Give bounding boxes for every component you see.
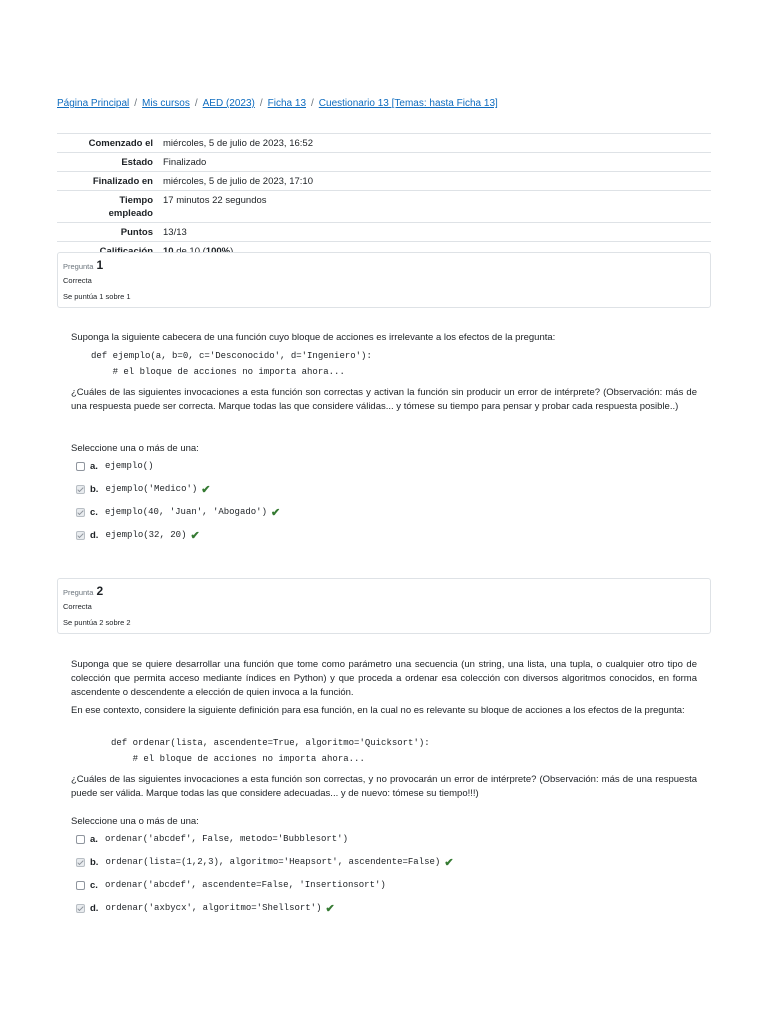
breadcrumb-separator: /: [311, 98, 314, 109]
summary-key: Finalizado en: [57, 172, 157, 191]
question-1-code-line-2: # el bloque de acciones no importa ahora...: [91, 367, 345, 377]
answer-text: ordenar('abcdef', False, metodo='Bubblesort'): [104, 834, 348, 844]
check-icon: ✔: [325, 902, 335, 915]
question-label: Pregunta: [63, 588, 94, 597]
answer-text: ordenar('abcdef', ascendente=False, 'Insertionsort'): [104, 880, 386, 890]
answer-letter: d.: [90, 529, 99, 541]
question-number: [63, 584, 103, 598]
summary-value: Finalizado: [157, 153, 711, 172]
question-1-answer-d[interactable]: [76, 528, 200, 542]
check-icon: ✔: [201, 483, 211, 496]
summary-value: 17 minutos 22 segundos: [157, 191, 711, 223]
summary-row-state: [57, 153, 711, 172]
question-2-answer-b[interactable]: [76, 855, 454, 869]
answer-text: ordenar(lista=(1,2,3), algoritmo='Heapsort', ascendente=False): [105, 857, 441, 867]
question-number-value: 2: [96, 584, 104, 598]
question-1-answer-b[interactable]: [76, 482, 211, 496]
answer-letter: c.: [90, 506, 98, 518]
check-icon: ✔: [190, 529, 200, 542]
breadcrumb: [57, 98, 498, 109]
checkbox-checked[interactable]: [76, 531, 85, 540]
question-label: Pregunta: [63, 262, 94, 271]
question-status: Correcta: [63, 276, 92, 285]
answer-text: ordenar('axbycx', algoritmo='Shellsort'): [105, 903, 322, 913]
checkbox[interactable]: [76, 881, 85, 890]
question-1-select-label: Seleccione una o más de una:: [71, 443, 199, 454]
summary-value: miércoles, 5 de julio de 2023, 17:10: [157, 172, 711, 191]
answer-letter: a.: [90, 460, 98, 472]
breadcrumb-course-link[interactable]: AED (2023): [202, 98, 255, 109]
summary-row-started: [57, 134, 711, 153]
breadcrumb-separator: /: [194, 98, 198, 109]
answer-letter: b.: [90, 856, 99, 868]
checkbox[interactable]: [76, 462, 85, 471]
breadcrumb-separator: /: [134, 98, 138, 109]
checkbox-checked[interactable]: [76, 508, 85, 517]
question-2-info: [57, 578, 711, 634]
checkbox-checked[interactable]: [76, 904, 85, 913]
question-status: Correcta: [63, 602, 92, 611]
question-1-intro: Suponga la siguiente cabecera de una función cuyo bloque de acciones es irrelevante a los efectos de la pregunta:: [71, 332, 556, 343]
answer-letter: b.: [90, 483, 99, 495]
question-2-intro-2: En ese contexto, considere la siguiente definición para esa función, en la cual no es relevante su bloque de acciones a los efectos de la pregunta:: [71, 705, 685, 716]
question-grade: Se puntúa 1 sobre 1: [63, 292, 131, 301]
question-2-code-line-1: def ordenar(lista, ascendente=True, algoritmo='Quicksort'):: [111, 738, 430, 748]
attempt-summary-table: [57, 133, 711, 260]
checkbox-checked[interactable]: [76, 858, 85, 867]
question-1-info: [57, 252, 711, 308]
breadcrumb-home-link[interactable]: Página Principal: [57, 98, 130, 109]
question-number-value: 1: [96, 258, 104, 272]
question-grade: Se puntúa 2 sobre 2: [63, 618, 131, 627]
question-1-code-line-1: def ejemplo(a, b=0, c='Desconocido', d='Ingeniero'):: [91, 351, 372, 361]
checkbox[interactable]: [76, 835, 85, 844]
question-2-select-label: Seleccione una o más de una:: [71, 816, 199, 827]
summary-value: 13/13: [157, 223, 711, 242]
summary-row-finished: [57, 172, 711, 191]
summary-row-points: [57, 223, 711, 242]
check-icon: ✔: [444, 856, 454, 869]
summary-key: Comenzado el: [57, 134, 157, 153]
question-2-intro: Suponga que se quiere desarrollar una función que tome como parámetro una secuencia (un string, una lista, una tupla, o cualquier otro tipo de colección que permita acceso mediante índices en Python) y que proceda a ordenar esa colección con diversos algoritmos conocidos, en forma ascendente o descendente a elección de quien invoca a la función.: [71, 659, 697, 698]
summary-key: Tiempo empleado: [57, 191, 157, 223]
breadcrumb-my-courses-link[interactable]: Mis cursos: [142, 98, 190, 109]
question-number: [63, 258, 103, 272]
question-1-prompt: ¿Cuáles de las siguientes invocaciones a esta función son correctas y activan la función sin producir un error de intérprete? (Observación: más de una respuesta puede ser correcta. Marque todas las que considere válidas... y tómese su tiempo para pensar y probar cada respuesta posible..): [71, 387, 697, 412]
answer-letter: a.: [90, 833, 98, 845]
breadcrumb-section-link[interactable]: Ficha 13: [267, 98, 307, 109]
answer-text: ejemplo(32, 20): [105, 530, 187, 540]
question-2-code-line-2: # el bloque de acciones no importa ahora...: [111, 754, 365, 764]
answer-text: ejemplo(40, 'Juan', 'Abogado'): [104, 507, 267, 517]
question-2-prompt: ¿Cuáles de las siguientes invocaciones a esta función son correctas, y no provocarán un error de intérprete? (Observación: más de una respuesta puede ser válida. Marque todas las que considere adecuadas... y de nuevo: tómese su tiempo!!!): [71, 774, 697, 799]
summary-row-time: [57, 191, 711, 223]
answer-text: ejemplo('Medico'): [105, 484, 198, 494]
question-1-answer-c[interactable]: [76, 505, 280, 519]
breadcrumb-separator: /: [259, 98, 263, 109]
question-2-answer-a[interactable]: [76, 832, 348, 846]
answer-letter: d.: [90, 902, 99, 914]
summary-key: Estado: [57, 153, 157, 172]
question-1-answer-a[interactable]: [76, 459, 154, 473]
checkbox-checked[interactable]: [76, 485, 85, 494]
summary-key: Puntos: [57, 223, 157, 242]
answer-letter: c.: [90, 879, 98, 891]
question-2-answer-c[interactable]: [76, 878, 386, 892]
check-icon: ✔: [270, 506, 281, 519]
summary-value: miércoles, 5 de julio de 2023, 16:52: [157, 134, 711, 153]
answer-text: ejemplo(): [104, 461, 154, 471]
breadcrumb-quiz-link[interactable]: Cuestionario 13 [Temas: hasta Ficha 13]: [318, 98, 498, 109]
question-2-answer-d[interactable]: [76, 901, 335, 915]
